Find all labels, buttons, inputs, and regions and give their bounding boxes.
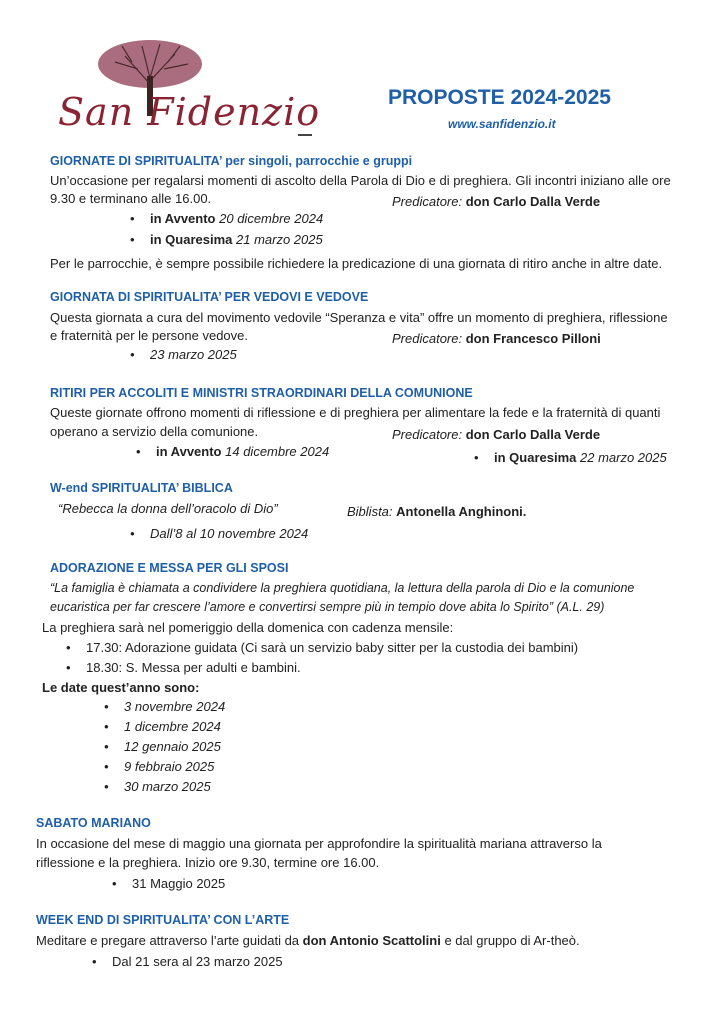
sec2-text-line2: e fraternità per le persone vedove. xyxy=(50,328,249,343)
sec7-bullet-date: • Dal 21 sera al 23 marzo 2025 xyxy=(112,954,283,969)
section-title-sposi: ADORAZIONE E MESSA PER GLI SPOSI xyxy=(50,561,289,575)
sec5-date-item: • 3 novembre 2024 xyxy=(124,699,225,714)
section-title-sabato: SABATO MARIANO xyxy=(36,816,151,830)
sec4-bullet-date: • Dall’8 al 10 novembre 2024 xyxy=(150,526,308,541)
sec1-predicatore: Predicatore: don Carlo Dalla Verde xyxy=(392,194,601,209)
sec1-text-line2: 9.30 e terminano alle 16.00. xyxy=(50,191,212,206)
sec3-text-line2: operano a servizio della comunione. xyxy=(50,424,259,439)
sec6-bullet-date: • 31 Maggio 2025 xyxy=(132,876,225,891)
sec7-text-line1: Meditare e pregare attraverso l’arte guidati da don Antonio Scattolini e dal gruppo di Ar-theò. xyxy=(36,933,580,948)
section-title-arte: WEEK END DI SPIRITUALITA’ CON L’ARTE xyxy=(36,913,290,927)
sec5-date-item: • 30 marzo 2025 xyxy=(124,779,211,794)
sec5-quote-line1: “La famiglia è chiamata a condividere la preghiera quotidiana, la lettura della parola di Dio e la comunione xyxy=(50,581,635,595)
logo-text: San Fidenzio xyxy=(58,90,321,134)
section-title-vedovi: GIORNATA DI SPIRITUALITA’ PER VEDOVI E VEDOVE xyxy=(50,290,369,304)
sec4-biblista: Biblista: Antonella Anghinoni. xyxy=(347,504,527,519)
sec3-bullet-avvento: • in Avvento 14 dicembre 2024 xyxy=(156,444,329,459)
logo-underline xyxy=(298,134,312,136)
sec5-item-messa: • 18.30: S. Messa per adulti e bambini. xyxy=(86,660,301,675)
sec4-quote: “Rebecca la donna dell’oracolo di Dio” xyxy=(58,501,278,516)
website-link[interactable]: www.sanfidenzio.it xyxy=(448,117,556,131)
sec3-predicatore: Predicatore: don Carlo Dalla Verde xyxy=(392,427,601,442)
sec5-date-item: • 9 febbraio 2025 xyxy=(124,759,214,774)
sec2-predicatore: Predicatore: don Francesco Pilloni xyxy=(392,331,601,346)
section-title-biblica: W-end SPIRITUALITA’ BIBLICA xyxy=(50,481,233,495)
sec1-note: Per le parrocchie, è sempre possibile richiedere la predicazione di una giornata di ritiro anche in altre date. xyxy=(50,256,663,271)
sec5-dates-label: Le date quest’anno sono: xyxy=(42,680,200,695)
sec5-date-item: • 12 gennaio 2025 xyxy=(124,739,221,754)
sec5-item-adorazione: • 17.30: Adorazione guidata (Ci sarà un servizio baby sitter per la custodia dei bambini) xyxy=(86,640,578,655)
logo xyxy=(50,36,321,140)
sec5-date-item: • 1 dicembre 2024 xyxy=(124,719,221,734)
sec3-bullet-quaresima: • in Quaresima 22 marzo 2025 xyxy=(494,450,667,465)
sec1-text-line1: Un’occasione per regalarsi momenti di ascolto della Parola di Dio e di preghiera. Gli incontri iniziano alle ore xyxy=(50,173,671,188)
sec2-bullet-date: • 23 marzo 2025 xyxy=(150,347,237,362)
sec1-bullet-quaresima: • in Quaresima 21 marzo 2025 xyxy=(150,232,323,247)
sec6-text-line2: riflessione e la preghiera. Inizio ore 9.30, termine ore 16.00. xyxy=(36,855,380,870)
page-title: PROPOSTE 2024-2025 xyxy=(388,86,611,109)
sec5-text-line1: La preghiera sarà nel pomeriggio della domenica con cadenza mensile: xyxy=(42,620,454,635)
sec6-text-line1: In occasione del mese di maggio una giornata per approfondire la spiritualità mariana attraverso la xyxy=(36,836,602,851)
sec5-quote-line2: eucaristica per far crescere l’amore e convertirsi sempre più in tempio dove abita lo Spirito” (A.L. 29) xyxy=(50,600,605,614)
section-title-ritiri: RITIRI PER ACCOLITI E MINISTRI STRAORDINARI DELLA COMUNIONE xyxy=(50,386,473,400)
sec3-text-line1: Queste giornate offrono momenti di riflessione e di preghiera per alimentare la fede e la fraternità di quanti xyxy=(50,405,661,420)
section-title-giornate: GIORNATE DI SPIRITUALITA’ per singoli, parrocchie e gruppi xyxy=(50,154,413,168)
sec1-bullet-avvento: • in Avvento 20 dicembre 2024 xyxy=(150,211,323,226)
sec2-text-line1: Questa giornata a cura del movimento vedovile “Speranza e vita” offre un momento di preghiera, riflessione xyxy=(50,310,668,325)
